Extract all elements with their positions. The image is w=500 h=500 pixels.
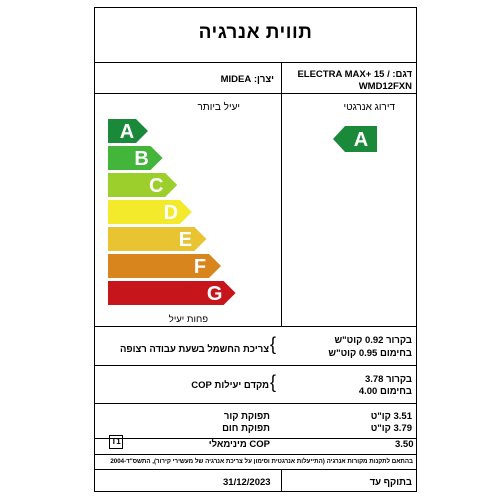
label-title: תווית אנרגיה [198, 22, 313, 43]
cop-label: מקדם יעילות COP [191, 380, 269, 391]
rating-badge [333, 126, 377, 152]
grade-letter-d: D [163, 202, 179, 224]
grade-letter-c: C [148, 175, 164, 197]
grade-letter-a: A [119, 121, 135, 143]
regulation-note: בהתאם לתקנות מקורות אנרגיה (התייעלות אנרגטית וסימון על צריכת אנרגיה של מעשירי קירור), התשס"ד-2004 [110, 458, 413, 465]
energy-scale [95, 8, 281, 308]
validity-label: בתוקף עד [369, 477, 412, 488]
min-cop-label: COP מינימאלי [208, 439, 270, 450]
grade-arrow-c [108, 173, 177, 197]
capacity-cooling: 3.51 קו"ט [370, 411, 412, 422]
capacity-heating: 3.79 קו"ט [370, 423, 412, 434]
scale-top-label: יעיל ביותר [197, 102, 240, 113]
energy-label: צריכת החשמל בשעת עבודה רצופה [120, 344, 269, 355]
brace: { [270, 372, 277, 392]
grade-arrow-d [108, 200, 192, 224]
energy-heating: בחימום 0.95 קוט"ש [328, 348, 412, 359]
divider [281, 62, 282, 326]
divider [95, 454, 416, 455]
energy-label [94, 7, 417, 492]
scale-bottom-label: פחות יעיל [168, 314, 208, 325]
validity-date: 31/12/2023 [223, 477, 271, 488]
divider [95, 469, 416, 470]
capacity-heating-label: תפוקת חום [222, 423, 270, 434]
divider [95, 403, 416, 404]
grade-letter-g: G [206, 283, 223, 305]
capacity-cooling-label: תפוקת קור [223, 411, 270, 422]
model-line2: WMD12FXN [358, 81, 412, 92]
t1-badge: T1 [109, 435, 123, 449]
grade-letter-e: E [178, 229, 193, 251]
grade-letter-f: F [193, 256, 207, 278]
grade-letter-b: B [134, 148, 149, 170]
manufacturer-name: MIDEA [220, 74, 252, 85]
brace: { [270, 334, 277, 354]
manufacturer-label: יצרן: [253, 74, 274, 85]
energy-cooling: בקרור 0.92 קוט"ש [334, 335, 412, 346]
model-line1: ELECTRA MAX+ 15 / [297, 69, 390, 80]
min-cop-value: 3.50 [395, 439, 414, 450]
rating-grade: A [353, 129, 369, 151]
divider [281, 469, 282, 491]
rating-label: דירוג אנרגטי [343, 102, 395, 113]
model-field [297, 69, 412, 80]
divider [95, 365, 416, 366]
divider [95, 326, 416, 327]
model-label: דגם: [392, 69, 412, 80]
cop-heating: בחימום 4.00 [358, 386, 412, 397]
cop-cooling: בקרור 3.78 [364, 374, 412, 385]
